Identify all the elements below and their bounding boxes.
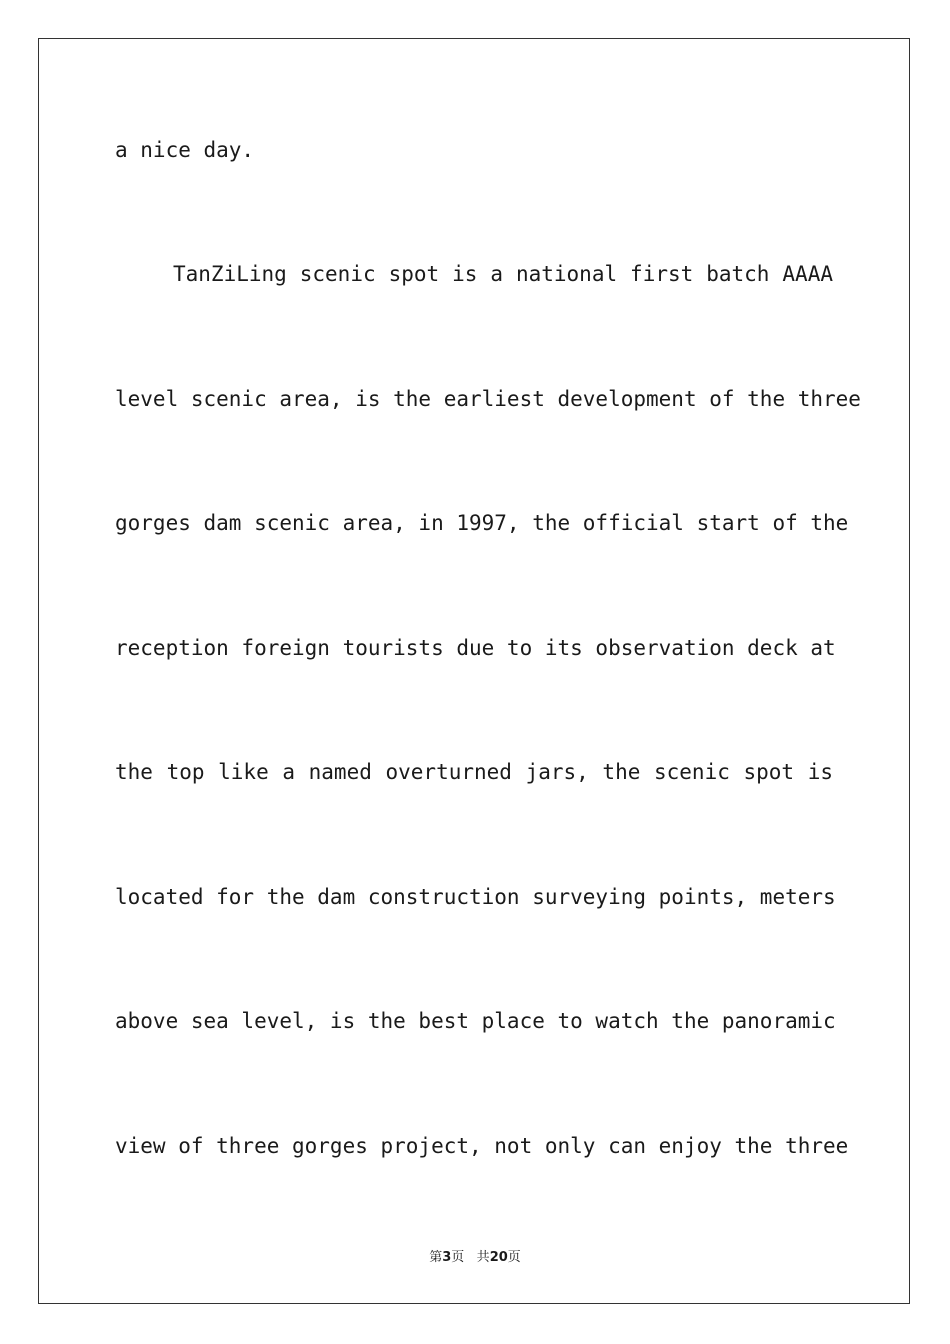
- paragraph-line: level scenic area, is the earliest development of the three: [115, 387, 861, 411]
- paragraph-line: view of three gorges project, not only can enjoy the three: [115, 1134, 849, 1158]
- paragraph-line: the top like a named overturned jars, the scenic spot is: [115, 760, 833, 784]
- footer-page-suffix: 页: [451, 1250, 465, 1265]
- paragraph-line: reception foreign tourists due to its observation deck at: [115, 636, 836, 660]
- paragraph-line: above sea level, is the best place to watch the panoramic: [115, 1009, 836, 1033]
- page-footer: [0, 1246, 950, 1265]
- paragraph-line: located for the dam construction surveying points, meters: [115, 885, 836, 909]
- page-border: [38, 38, 910, 1304]
- total-pages: 20: [489, 1250, 508, 1265]
- paragraph-line: a nice day.: [115, 138, 255, 162]
- footer-total-prefix: 共: [476, 1250, 490, 1265]
- footer-prefix: 第: [429, 1250, 443, 1265]
- paragraph-line: TanZiLing scenic spot is a national first batch AAAA: [173, 262, 833, 286]
- page-number: 3: [442, 1250, 452, 1265]
- footer-total-suffix: 页: [507, 1250, 521, 1265]
- paragraph-line: gorges dam scenic area, in 1997, the official start of the: [115, 511, 849, 535]
